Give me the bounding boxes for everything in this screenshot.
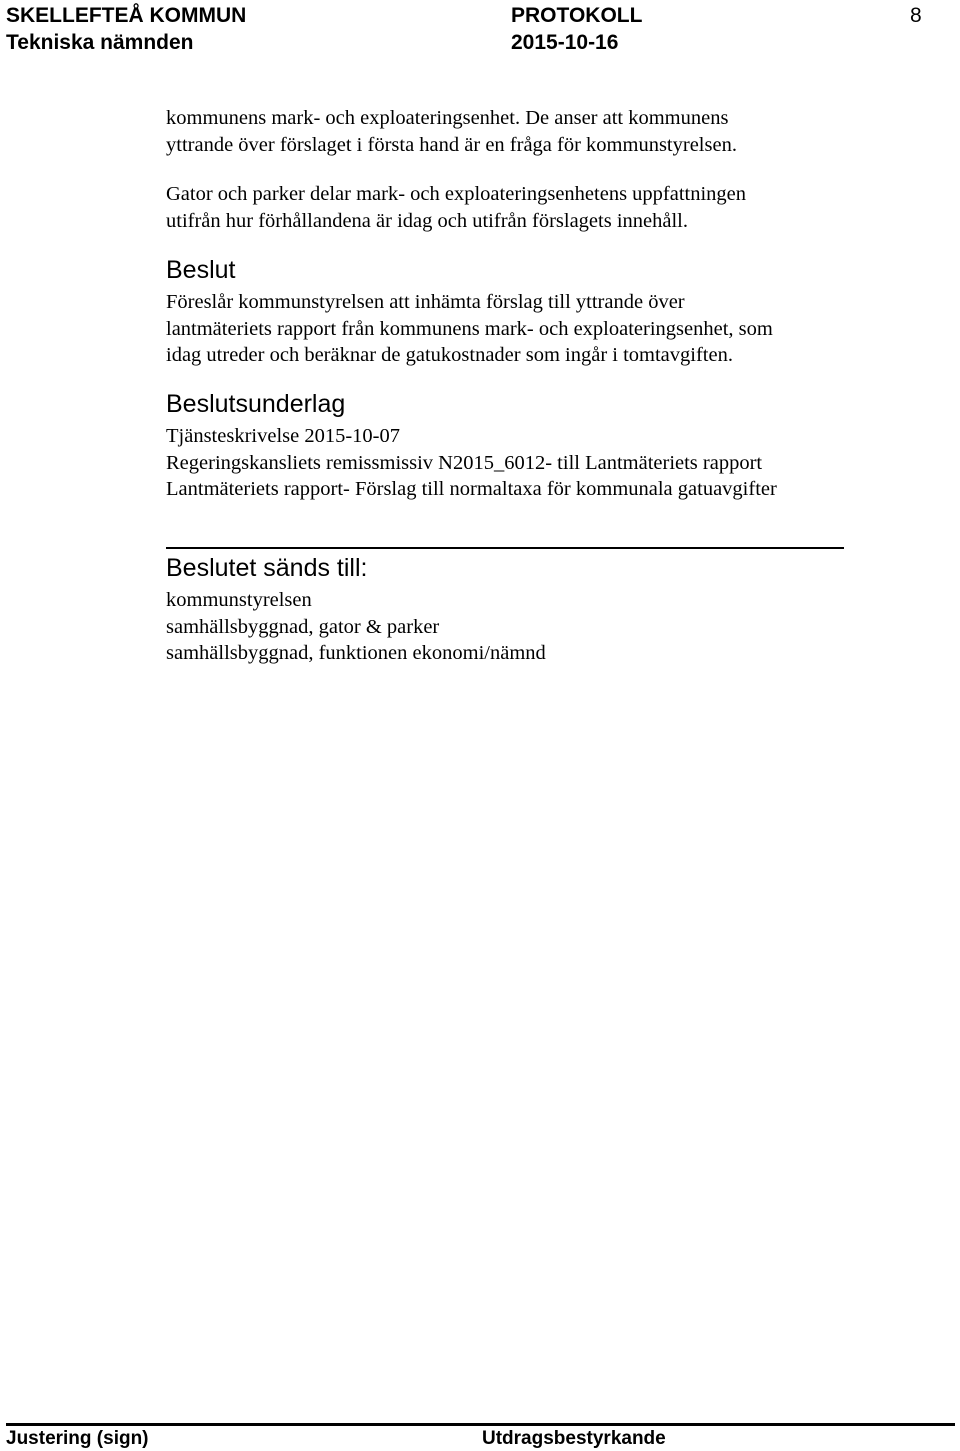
utdragsbestyrkande-label: Utdragsbestyrkande: [482, 1428, 666, 1449]
distribution-list: [166, 587, 906, 667]
document-type: PROTOKOLL: [511, 4, 643, 27]
beslutsunderlag-heading: Beslutsunderlag: [166, 390, 346, 418]
text-line: lantmäteriets rapport från kommunens mark- och exploateringsenhet, som: [166, 317, 773, 340]
list-item: samhällsbyggnad, gator & parker: [166, 615, 440, 638]
page-number: 8: [910, 4, 922, 27]
footer-rule: [6, 1423, 955, 1426]
text-line: kommunens mark- och exploateringsenhet. De anser att kommunens: [166, 107, 729, 129]
list-item: Lantmäteriets rapport- Förslag till normaltaxa för kommunala gatuavgifter: [166, 478, 777, 500]
document-date: 2015-10-16: [511, 31, 619, 54]
intro-paragraph-2: [166, 181, 906, 234]
distribution-heading: Beslutet sänds till:: [166, 554, 368, 582]
text-line: Föreslår kommunstyrelsen att inhämta förslag till yttrande över: [166, 291, 685, 313]
list-item: samhällsbyggnad, funktionen ekonomi/nämnd: [166, 642, 546, 664]
text-line: Gator och parker delar mark- och exploateringsenhetens uppfattningen: [166, 183, 747, 205]
list-item: Regeringskansliets remissmissiv N2015_6012- till Lantmäteriets rapport: [166, 451, 763, 474]
list-item: kommunstyrelsen: [166, 589, 312, 611]
justering-label: Justering (sign): [6, 1428, 149, 1449]
text-line: idag utreder och beräknar de gatukostnader som ingår i tomtavgiften.: [166, 344, 733, 366]
intro-paragraph-1: [166, 105, 906, 158]
section-divider: [166, 547, 844, 549]
beslut-heading: Beslut: [166, 256, 236, 284]
list-item: Tjänsteskrivelse 2015-10-07: [166, 425, 400, 447]
beslut-text: [166, 289, 906, 369]
beslutsunderlag-list: [166, 423, 906, 503]
text-line: yttrande över förslaget i första hand är en fråga för kommunstyrelsen.: [166, 133, 737, 156]
department-name: Tekniska nämnden: [6, 31, 194, 54]
organization-name: SKELLEFTEÅ KOMMUN: [6, 4, 247, 27]
text-line: utifrån hur förhållandena är idag och utifrån förslagets innehåll.: [166, 209, 688, 232]
